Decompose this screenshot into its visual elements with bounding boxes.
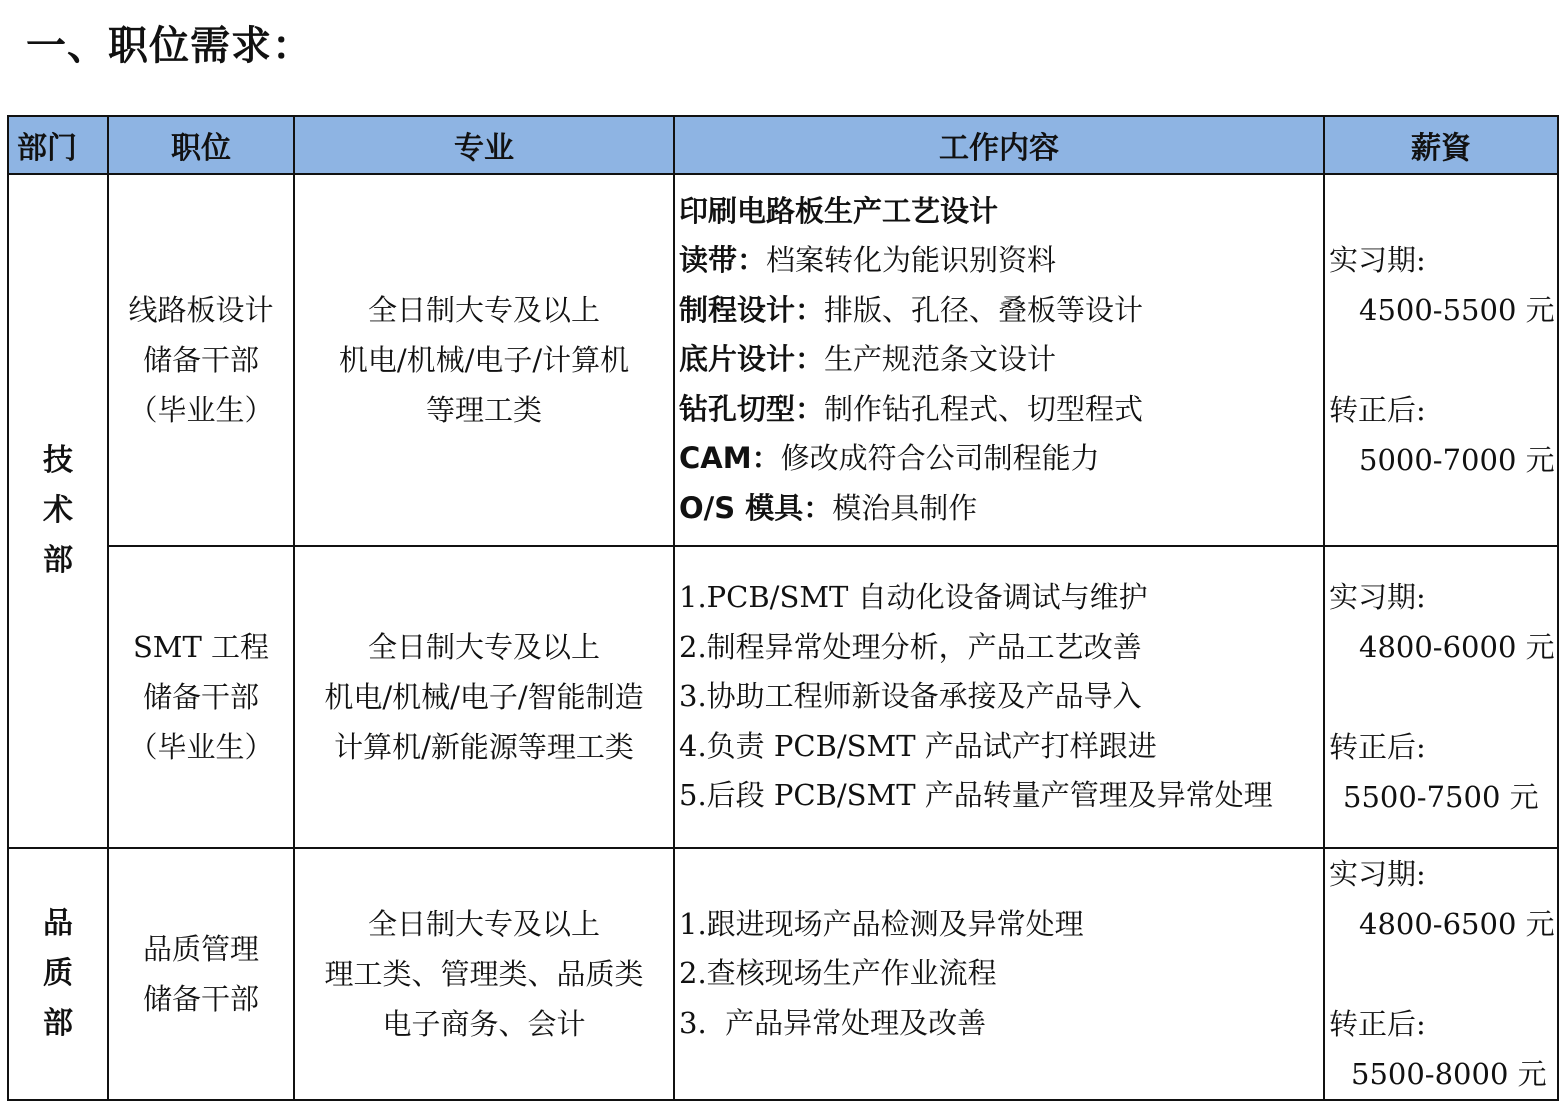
position-line: 储备干部 xyxy=(142,982,259,1016)
position-line: 储备干部 xyxy=(142,343,259,377)
position-cell xyxy=(108,848,294,1100)
regular-salary: 5500-8000 元 xyxy=(1351,1057,1547,1091)
major-line: 全日制大专及以上 xyxy=(367,907,600,941)
dept-char: 部 xyxy=(43,1006,73,1041)
major-line: 计算机/新能源等理工类 xyxy=(334,730,634,764)
dept-char: 技 xyxy=(43,443,73,478)
work-line: 1.跟进现场产品检测及异常处理 xyxy=(679,906,1084,941)
position-cell xyxy=(108,174,294,546)
position-line: 线路板设计 xyxy=(128,293,274,327)
regular-label: 转正后: xyxy=(1329,1007,1426,1041)
major-line: 机电/机械/电子/智能制造 xyxy=(324,680,644,714)
major-line: 全日制大专及以上 xyxy=(367,630,600,664)
header-position: 职位 xyxy=(108,116,294,174)
work-line: 3. 产品异常处理及改善 xyxy=(679,1005,987,1040)
regular-salary: 5000-7000 元 xyxy=(1359,443,1555,477)
work-line: CAM：修改成符合公司制程能力 xyxy=(679,441,1100,476)
intern-salary: 4800-6000 元 xyxy=(1359,630,1555,664)
work-line: O/S 模具：模治具制作 xyxy=(679,490,978,525)
position-line: （毕业生） xyxy=(128,393,274,427)
dept-char: 质 xyxy=(43,956,73,991)
intern-label: 实习期: xyxy=(1329,580,1426,614)
work-line: 印刷电路板生产工艺设计 xyxy=(679,193,999,228)
major-cell xyxy=(294,546,674,848)
intern-salary: 4800-6500 元 xyxy=(1359,907,1555,941)
major-cell xyxy=(294,174,674,546)
job-requirements-table xyxy=(7,115,1559,1101)
regular-salary: 5500-7500 元 xyxy=(1343,780,1539,814)
work-line: 1.PCB/SMT 自动化设备调试与维护 xyxy=(679,580,1148,615)
major-line: 电子商务、会计 xyxy=(382,1007,586,1041)
work-cell xyxy=(674,848,1324,1100)
salary-cell xyxy=(1324,174,1558,546)
work-line: 2.制程异常处理分析，产品工艺改善 xyxy=(679,629,1142,664)
work-line: 钻孔切型：制作钻孔程式、切型程式 xyxy=(679,391,1144,426)
major-line: 机电/机械/电子/计算机 xyxy=(338,343,630,377)
regular-label: 转正后: xyxy=(1329,730,1426,764)
dept-char: 品 xyxy=(43,906,73,941)
header-major: 专业 xyxy=(294,116,674,174)
header-dept: 部门 xyxy=(8,116,108,174)
work-line: 2.查核现场生产作业流程 xyxy=(679,956,997,991)
work-line: 4.负责 PCB/SMT 产品试产打样跟进 xyxy=(679,728,1157,763)
salary-cell xyxy=(1324,546,1558,848)
intern-label: 实习期: xyxy=(1329,243,1426,277)
work-line: 制程设计：排版、孔径、叠板等设计 xyxy=(679,292,1144,327)
salary-cell xyxy=(1324,848,1558,1100)
header-work: 工作内容 xyxy=(674,116,1324,174)
section-title: 一、职位需求： xyxy=(26,23,313,69)
table-row xyxy=(8,546,1558,848)
intern-salary: 4500-5500 元 xyxy=(1359,293,1555,327)
position-cell xyxy=(108,546,294,848)
work-line: 5.后段 PCB/SMT 产品转量产管理及异常处理 xyxy=(679,778,1273,813)
position-line: SMT 工程 xyxy=(132,630,270,664)
intern-label: 实习期: xyxy=(1329,857,1426,891)
table-row xyxy=(8,848,1558,1100)
dept-char: 术 xyxy=(43,493,73,528)
position-line: 储备干部 xyxy=(142,680,259,714)
dept-cell-tech xyxy=(8,174,108,848)
header-salary: 薪資 xyxy=(1324,116,1558,174)
header-row xyxy=(8,116,1558,174)
major-line: 等理工类 xyxy=(425,393,542,427)
regular-label: 转正后: xyxy=(1329,393,1426,427)
position-line: 品质管理 xyxy=(142,932,259,966)
dept-char: 部 xyxy=(43,543,73,578)
position-line: （毕业生） xyxy=(128,730,274,764)
work-line: 底片设计：生产规范条文设计 xyxy=(679,342,1057,377)
work-line: 3.协助工程师新设备承接及产品导入 xyxy=(679,679,1142,714)
work-cell xyxy=(674,546,1324,848)
dept-cell-quality xyxy=(8,848,108,1100)
major-line: 全日制大专及以上 xyxy=(367,293,600,327)
work-cell xyxy=(674,174,1324,546)
table-row xyxy=(8,174,1558,546)
major-line: 理工类、管理类、品质类 xyxy=(324,957,644,991)
major-cell xyxy=(294,848,674,1100)
work-line: 读带：档案转化为能识别资料 xyxy=(679,243,1057,278)
